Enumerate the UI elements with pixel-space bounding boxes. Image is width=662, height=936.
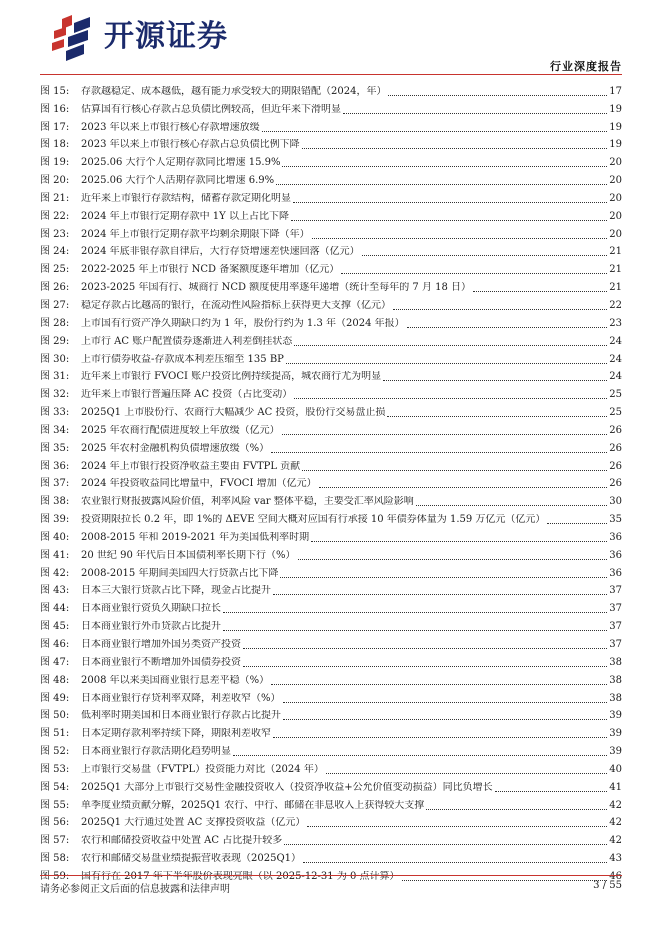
toc-figure-number: 图 54:	[40, 781, 70, 793]
toc-figure-number: 图 43:	[40, 585, 70, 597]
toc-figure-title: 日本商业银行不断增加外国债券投资	[81, 656, 241, 668]
toc-dot-leader	[286, 362, 607, 364]
toc-dot-leader	[282, 165, 607, 167]
toc-figure-title: 2008 年以来美国商业银行息差平稳（%）	[81, 674, 270, 686]
toc-figure-title: 单季度业绩贡献分解，2025Q1 农行、中行、邮储在非息收入上获得较大支撑	[81, 799, 425, 811]
toc-entry[interactable]	[40, 508, 622, 526]
toc-page-number: 25	[609, 389, 622, 401]
toc-figure-title: 2025Q1 上市股份行、农商行大幅减少 AC 投资，股份行交易盘止损	[81, 407, 386, 419]
toc-dot-leader	[271, 451, 607, 453]
toc-figure-number: 图 15:	[40, 85, 70, 97]
toc-figure-title: 日本定期存款利率持续下降，期限利差收窄	[81, 728, 271, 740]
toc-entry[interactable]	[40, 687, 622, 705]
toc-dot-leader	[326, 772, 607, 774]
toc-entry[interactable]	[40, 98, 622, 116]
toc-dot-leader	[302, 469, 607, 471]
toc-figure-title: 2023 年以来上市银行核心存款增速放缓	[81, 121, 260, 133]
toc-entry[interactable]	[40, 241, 622, 259]
toc-figure-number: 图 52:	[40, 746, 70, 758]
toc-page-number: 24	[609, 353, 622, 365]
toc-entry[interactable]	[40, 633, 622, 651]
toc-figure-title: 稳定存款占比越高的银行，在流动性风险指标上获得更大支撑（亿元）	[81, 299, 391, 311]
toc-entry[interactable]	[40, 776, 622, 794]
toc-page-number: 39	[609, 710, 622, 722]
brand-name: 开源证券	[104, 19, 228, 54]
toc-dot-leader	[495, 790, 608, 792]
toc-figure-title: 低利率时期美国和日本商业银行存款占比提升	[81, 710, 281, 722]
page-header	[0, 0, 662, 75]
toc-figure-title: 估算国有行核心存款占总负债比例较高，但近年来下滑明显	[81, 103, 341, 115]
toc-dot-leader	[393, 308, 607, 310]
toc-figure-number: 图 46:	[40, 639, 70, 650]
toc-page-number: 17	[609, 85, 622, 97]
toc-dot-leader	[223, 611, 607, 613]
toc-dot-leader	[282, 433, 608, 435]
toc-page-number: 19	[609, 121, 622, 133]
toc-dot-leader	[362, 254, 608, 256]
toc-page-number: 37	[609, 585, 622, 597]
toc-dot-leader	[407, 326, 608, 328]
toc-figure-number: 图 57:	[40, 835, 70, 847]
toc-dot-leader	[243, 665, 607, 667]
toc-entry[interactable]	[40, 366, 622, 384]
toc-figure-number: 图 50:	[40, 710, 70, 722]
toc-dot-leader	[307, 825, 607, 827]
toc-page-number: 36	[609, 567, 622, 579]
toc-figure-title: 国有行在 2017 年下半年股价表现亮眼（以 2025-12-31 为 0 点计算）	[81, 870, 400, 882]
toc-dot-leader	[312, 237, 608, 239]
toc-dot-leader	[426, 808, 607, 810]
toc-entry[interactable]	[40, 134, 622, 152]
toc-figure-number: 图 23:	[40, 228, 70, 240]
toc-dot-leader	[383, 379, 607, 381]
toc-figure-title: 2022-2025 年上市银行 NCD 备案额度逐年增加（亿元）	[81, 264, 340, 276]
toc-entry[interactable]	[40, 544, 622, 562]
toc-page-number: 22	[609, 299, 622, 311]
toc-page-number: 20	[609, 192, 622, 204]
toc-entry[interactable]	[40, 740, 622, 758]
toc-figure-number: 图 44:	[40, 603, 70, 615]
toc-figure-title: 2023 年以来上市银行核心存款占总负债比例下降	[81, 139, 300, 151]
toc-figure-number: 图 25:	[40, 264, 70, 276]
toc-figure-number: 图 42:	[40, 567, 70, 579]
toc-page-number: 42	[609, 835, 622, 847]
toc-figure-number: 图 37:	[40, 478, 70, 490]
toc-figure-title: 上市行债券收益-存款成本利差压缩至 135 BP	[81, 353, 284, 365]
page-number: 3 / 55	[593, 880, 622, 891]
toc-figure-title: 2024 年上市银行定期存款平均剩余期限下降（年）	[81, 228, 310, 240]
toc-entry[interactable]	[40, 437, 622, 455]
toc-figure-number: 图 29:	[40, 335, 70, 347]
toc-dot-leader	[294, 344, 607, 346]
toc-page-number: 38	[609, 656, 622, 668]
toc-entry[interactable]	[40, 116, 622, 134]
toc-entry[interactable]	[40, 419, 622, 437]
toc-figure-number: 图 49:	[40, 692, 70, 704]
toc-page-number: 20	[609, 175, 622, 187]
toc-page-number: 20	[609, 210, 622, 222]
toc-entry[interactable]	[40, 490, 622, 508]
toc-page-number: 26	[609, 460, 622, 472]
toc-page-number: 39	[609, 746, 622, 758]
toc-figure-title: 2008-2015 年期间美国四大行贷款占比下降	[81, 567, 279, 579]
toc-figure-title: 2008-2015 年和 2019-2021 年为美国低利率时期	[81, 531, 310, 543]
toc-figure-number: 图 35:	[40, 442, 70, 454]
toc-page-number: 21	[609, 282, 622, 294]
toc-dot-leader	[387, 415, 607, 417]
toc-entry[interactable]	[40, 312, 622, 330]
toc-page-number: 21	[609, 264, 622, 276]
toc-figure-number: 图 31:	[40, 371, 70, 383]
footer-divider	[40, 875, 622, 876]
toc-figure-number: 图 53:	[40, 763, 70, 775]
toc-figure-number: 图 34:	[40, 424, 70, 436]
toc-entry[interactable]	[40, 705, 622, 723]
toc-entry[interactable]	[40, 348, 622, 366]
brand-logo	[48, 12, 258, 62]
toc-entry[interactable]	[40, 758, 622, 776]
toc-dot-leader	[341, 272, 607, 274]
toc-page-number: 35	[609, 514, 622, 526]
toc-page-number: 37	[609, 621, 622, 633]
toc-figure-title: 2024 年上市银行投资净收益主要由 FVTPL 贡献	[81, 460, 301, 472]
toc-page-number: 20	[609, 228, 622, 240]
toc-page-number: 36	[609, 531, 622, 543]
toc-figure-title: 近年来上市银行 FVOCI 账户投资比例持续提高，城农商行尤为明显	[81, 371, 382, 383]
toc-figure-number: 图 16:	[40, 103, 70, 115]
toc-entry[interactable]	[40, 383, 622, 401]
toc-figure-title: 2023-2025 年国有行、城商行 NCD 额度使用率逐年递增（统计至每年的 7 月 18 日）	[81, 282, 472, 294]
toc-figure-title: 2024 年投资收益同比增量中，FVOCI 增加（亿元）	[81, 478, 317, 490]
toc-dot-leader	[311, 540, 607, 542]
toc-dot-leader	[280, 576, 607, 578]
toc-figure-title: 20 世纪 90 年代后日本国债利率长期下行（%）	[81, 549, 296, 561]
toc-figure-title: 上市国有行资产净久期缺口约为 1 年，股份行约为 1.3 年（2024 年报）	[81, 317, 405, 329]
toc-figure-title: 近年来上市银行存款结构，储蓄存款定期化明显	[81, 192, 291, 204]
toc-dot-leader	[302, 147, 608, 149]
toc-figure-number: 图 22:	[40, 210, 70, 222]
toc-entry[interactable]	[40, 829, 622, 847]
toc-figure-title: 近年来上市银行普遍压降 AC 投资（占比变动）	[81, 389, 293, 401]
toc-figure-number: 图 48:	[40, 674, 70, 686]
toc-entry[interactable]	[40, 669, 622, 687]
toc-page-number: 26	[609, 478, 622, 490]
toc-dot-leader	[271, 683, 607, 685]
toc-figure-number: 图 19:	[40, 157, 70, 169]
toc-dot-leader	[293, 201, 607, 203]
toc-figure-title: 2025Q1 大部分上市银行交易性金融投资收入（投资净收益+公允价值变动损益）同比负增长	[81, 781, 493, 793]
toc-figure-title: 农业银行财报披露风险价值，利率风险 var 整体平稳，主要受汇率风险影响	[81, 496, 414, 508]
toc-entry[interactable]	[40, 276, 622, 294]
toc-figure-title: 投资期限拉长 0.2 年，即 1%的 ΔEVE 空间大概对应国有行承接 10 年债券体量为 1.59 万亿元（亿元）	[81, 514, 546, 526]
toc-figure-number: 图 17:	[40, 121, 70, 133]
toc-dot-leader	[319, 486, 608, 488]
toc-figure-number: 图 27:	[40, 299, 70, 311]
toc-page-number: 20	[609, 157, 622, 169]
toc-figure-number: 图 20:	[40, 175, 70, 187]
toc-figure-number: 图 59:	[40, 870, 70, 882]
toc-dot-leader	[273, 736, 607, 738]
toc-page-number: 26	[609, 424, 622, 436]
toc-entry[interactable]	[40, 455, 622, 473]
toc-page-number: 19	[609, 103, 622, 115]
toc-figure-title: 2025.06 大行个人定期存款同比增速 15.9%	[81, 157, 281, 169]
toc-figure-title: 日本商业银行资负久期缺口拉长	[81, 603, 221, 615]
toc-page-number: 38	[609, 674, 622, 686]
toc-figure-title: 上市银行交易盘（FVTPL）投资能力对比（2024 年）	[81, 763, 324, 775]
toc-figure-title: 上市行 AC 账户配置债券逐渐进入利差倒挂状态	[81, 335, 293, 347]
toc-dot-leader	[233, 754, 607, 756]
toc-page-number: 46	[609, 870, 622, 882]
toc-dot-leader	[303, 861, 607, 863]
toc-page-number: 25	[609, 407, 622, 419]
disclaimer-text: 请务必参阅正文后面的信息披露和法律声明	[40, 884, 230, 895]
figure-table-of-contents	[40, 80, 622, 883]
toc-entry[interactable]	[40, 473, 622, 491]
toc-dot-leader	[388, 94, 607, 96]
toc-page-number: 41	[609, 781, 622, 793]
toc-figure-number: 图 55:	[40, 799, 70, 811]
toc-entry[interactable]	[40, 597, 622, 615]
toc-dot-leader	[284, 843, 607, 845]
toc-dot-leader	[473, 290, 607, 292]
toc-entry[interactable]	[40, 151, 622, 169]
toc-page-number: 30	[609, 496, 622, 508]
toc-figure-title: 2025 年农商行配债进度较上年放缓（亿元）	[81, 424, 280, 436]
toc-entry[interactable]	[40, 401, 622, 419]
toc-dot-leader	[416, 504, 608, 506]
toc-page-number: 24	[609, 335, 622, 347]
toc-figure-title: 日本商业银行存贷利率双降，利差收窄（%）	[81, 692, 281, 704]
toc-page-number: 23	[609, 317, 622, 329]
toc-entry[interactable]	[40, 258, 622, 276]
toc-page-number: 40	[609, 763, 622, 775]
toc-page-number: 38	[609, 692, 622, 704]
toc-figure-number: 图 47:	[40, 656, 70, 668]
toc-entry[interactable]	[40, 794, 622, 812]
toc-figure-title: 2025.06 大行个人活期存款同比增速 6.9%	[81, 175, 275, 187]
toc-page-number: 21	[609, 246, 622, 258]
toc-figure-title: 存款越稳定、成本越低，越有能力承受较大的期限错配（2024，年）	[81, 85, 387, 97]
toc-figure-number: 图 58:	[40, 853, 70, 865]
toc-entry[interactable]	[40, 651, 622, 669]
toc-figure-title: 农行和邮储投资收益中处置 AC 占比提升较多	[81, 835, 283, 847]
toc-page-number: 42	[609, 817, 622, 829]
toc-entry[interactable]	[40, 526, 622, 544]
toc-figure-title: 2024 年底非银存款自律后，大行存贷增速差快速回落（亿元）	[81, 246, 360, 258]
toc-dot-leader	[276, 183, 607, 185]
toc-figure-number: 图 33:	[40, 407, 70, 419]
toc-dot-leader	[262, 130, 608, 132]
toc-dot-leader	[343, 112, 607, 114]
toc-figure-title: 2025Q1 大行通过处置 AC 支撑投资收益（亿元）	[81, 817, 306, 829]
toc-figure-number: 图 51:	[40, 728, 70, 740]
toc-entry[interactable]	[40, 169, 622, 187]
toc-figure-title: 2025 年农村金融机构负债增速放缓（%）	[81, 442, 270, 454]
toc-entry[interactable]	[40, 562, 622, 580]
toc-entry[interactable]	[40, 812, 622, 830]
toc-entry[interactable]	[40, 187, 622, 205]
page-footer	[40, 880, 622, 896]
toc-figure-number: 图 40:	[40, 531, 70, 543]
report-type-label: 行业深度报告	[550, 60, 622, 73]
toc-dot-leader	[273, 593, 607, 595]
toc-dot-leader	[283, 718, 607, 720]
toc-dot-leader	[223, 629, 607, 631]
toc-figure-title: 日本商业银行增加外国另类资产投资	[81, 639, 241, 650]
toc-entry[interactable]	[40, 223, 622, 241]
toc-entry[interactable]	[40, 722, 622, 740]
toc-dot-leader	[291, 219, 607, 221]
toc-entry[interactable]	[40, 615, 622, 633]
toc-figure-title: 农行和邮储交易盘业绩提振营收表现（2025Q1）	[81, 853, 302, 865]
toc-entry[interactable]	[40, 294, 622, 312]
toc-entry[interactable]	[40, 80, 622, 98]
toc-figure-number: 图 28:	[40, 317, 70, 329]
toc-figure-title: 日本商业银行外币贷款占比提升	[81, 621, 221, 633]
toc-page-number: 19	[609, 139, 622, 151]
toc-dot-leader	[547, 522, 607, 524]
toc-entry[interactable]	[40, 205, 622, 223]
toc-figure-number: 图 32:	[40, 389, 70, 401]
toc-figure-number: 图 38:	[40, 496, 70, 508]
toc-figure-number: 图 45:	[40, 621, 70, 633]
toc-dot-leader	[283, 701, 608, 703]
toc-page-number: 42	[609, 799, 622, 811]
toc-figure-number: 图 36:	[40, 460, 70, 472]
toc-page-number: 37	[609, 639, 622, 650]
toc-dot-leader	[243, 647, 607, 649]
toc-figure-title: 2024 年上市银行定期存款中 1Y 以上占比下降	[81, 210, 289, 222]
toc-figure-number: 图 26:	[40, 282, 70, 294]
brand-logo-icon	[48, 13, 100, 61]
toc-page-number: 24	[609, 371, 622, 383]
toc-page-number: 36	[609, 549, 622, 561]
toc-dot-leader	[294, 397, 607, 399]
toc-figure-number: 图 30:	[40, 353, 70, 365]
toc-page-number: 37	[609, 603, 622, 615]
toc-entry[interactable]	[40, 847, 622, 865]
toc-dot-leader	[298, 558, 608, 560]
toc-page-number: 26	[609, 442, 622, 454]
toc-figure-number: 图 18:	[40, 139, 70, 151]
toc-figure-number: 图 24:	[40, 246, 70, 258]
toc-entry[interactable]	[40, 580, 622, 598]
toc-figure-number: 图 39:	[40, 514, 70, 526]
toc-page-number: 39	[609, 728, 622, 740]
toc-figure-number: 图 56:	[40, 817, 70, 829]
toc-figure-number: 图 41:	[40, 549, 70, 561]
toc-entry[interactable]	[40, 330, 622, 348]
toc-figure-number: 图 21:	[40, 192, 70, 204]
toc-figure-title: 日本商业银行存款活期化趋势明显	[81, 746, 231, 758]
toc-page-number: 43	[609, 853, 622, 865]
header-divider	[40, 74, 622, 75]
toc-figure-title: 日本三大银行贷款占比下降，现金占比提升	[81, 585, 271, 597]
